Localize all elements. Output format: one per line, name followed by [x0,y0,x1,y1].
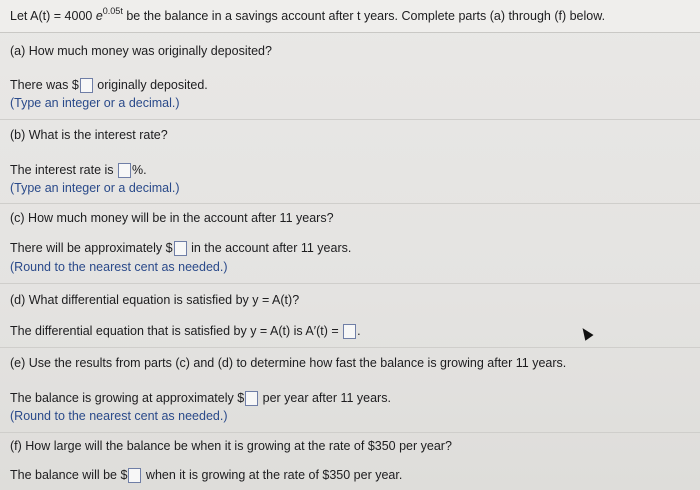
answer-d-line [10,324,361,339]
divider [0,119,700,120]
answer-d-suffix: . [357,324,361,338]
answer-f-input[interactable] [128,468,141,483]
answer-c-prefix: There will be approximately $ [10,241,173,255]
answer-b-suffix: %. [132,163,147,177]
answer-f-suffix: when it is growing at the rate of $350 per year. [145,468,403,482]
answer-e-suffix: per year after 11 years. [262,391,391,405]
question-c: (c) How much money will be in the account after 11 years? [10,211,334,225]
question-a: (a) How much money was originally deposited? [10,44,272,58]
question-b: (b) What is the interest rate? [10,128,168,142]
divider [0,347,700,348]
mouse-pointer-icon [578,325,593,341]
answer-e-line [10,391,391,406]
answer-a-line [10,78,208,93]
answer-c-line [10,241,351,256]
answer-c-suffix: in the account after 11 years. [191,241,352,255]
divider [0,203,700,204]
hint-c: (Round to the nearest cent as needed.) [10,260,228,274]
exponential-base: $e^{0.05t}$ [95,6,123,23]
answer-a-input[interactable] [80,78,93,93]
hint-b: (Type an integer or a decimal.) [10,181,180,195]
answer-e-prefix: The balance is growing at approximately $ [10,391,245,405]
answer-b-input[interactable] [118,163,131,178]
problem-statement [10,6,606,23]
question-e: (e) Use the results from parts (c) and (d) to determine how fast the balance is growing after 11 years. [10,356,567,370]
answer-f-prefix: The balance will be $ [10,468,128,482]
answer-c-input[interactable] [174,241,187,256]
divider [0,283,700,284]
answer-a-prefix: There was $ [10,78,79,92]
answer-e-input[interactable] [245,391,258,406]
answer-d-input[interactable] [343,324,356,339]
statement-suffix: be the balance in a savings account after t years. Complete parts (a) through (f) below. [126,9,606,23]
question-f: (f) How large will the balance be when it is growing at the rate of $350 per year? [10,439,452,453]
hint-a: (Type an integer or a decimal.) [10,96,180,110]
answer-b-prefix: The interest rate is [10,163,114,177]
answer-a-suffix: originally deposited. [97,78,208,92]
answer-b-line [10,163,147,178]
answer-f-line [10,468,402,483]
divider [0,432,700,433]
hint-e: (Round to the nearest cent as needed.) [10,409,228,423]
question-d: (d) What differential equation is satisfied by y = A(t)? [10,293,300,307]
statement-prefix: Let A(t) = 4000 [10,9,93,23]
answer-d-prefix: The differential equation that is satisfied by y = A(t) is A′(t) = [10,324,339,338]
exponent: 0.05t [102,6,123,16]
